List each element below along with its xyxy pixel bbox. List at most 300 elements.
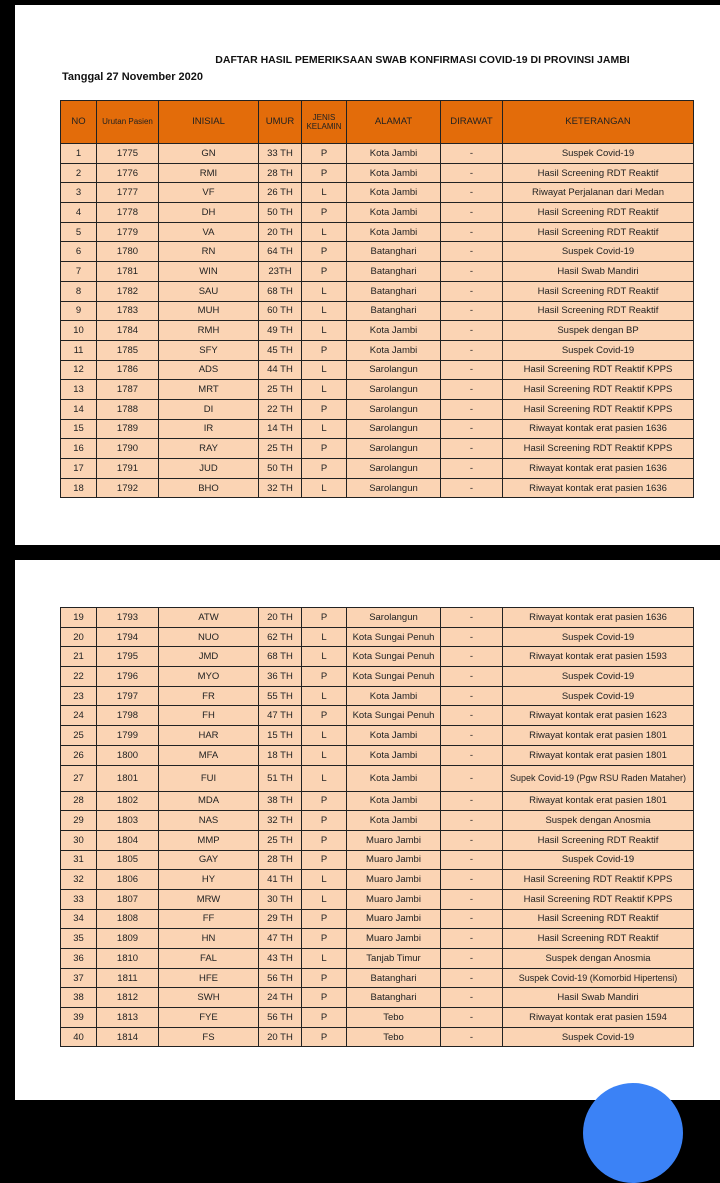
cell-urutan-pasien: 1779 [97,222,159,242]
cell-inisial: MUH [159,301,259,321]
cell-umur: 22 TH [259,399,302,419]
cell-umur: 47 TH [259,929,302,949]
cell-urutan-pasien: 1783 [97,301,159,321]
cell-urutan-pasien: 1780 [97,242,159,262]
cell-alamat: Sarolangun [347,459,441,479]
cell-no: 18 [61,478,97,498]
cell-urutan-pasien: 1803 [97,811,159,831]
cell-dirawat: - [441,478,503,498]
cell-jenis-kelamin: P [302,706,347,726]
cell-umur: 30 TH [259,889,302,909]
cell-alamat: Kota Jambi [347,726,441,746]
cell-umur: 56 TH [259,1008,302,1028]
cell-alamat: Muaro Jambi [347,889,441,909]
cell-inisial: IR [159,419,259,439]
cell-dirawat: - [441,667,503,687]
cell-jenis-kelamin: L [302,686,347,706]
table-row [61,399,694,419]
cell-jenis-kelamin: P [302,459,347,479]
cell-keterangan: Hasil Screening RDT Reaktif [503,830,694,850]
cell-alamat: Kota Jambi [347,791,441,811]
cell-umur: 20 TH [259,222,302,242]
cell-alamat: Kota Sungai Penuh [347,706,441,726]
cell-umur: 45 TH [259,340,302,360]
cell-dirawat: - [441,144,503,164]
cell-inisial: BHO [159,478,259,498]
table-row [61,301,694,321]
table-row [61,791,694,811]
cell-alamat: Sarolangun [347,478,441,498]
cell-keterangan: Hasil Screening RDT Reaktif [503,222,694,242]
table-row [61,321,694,341]
cell-inisial: FH [159,706,259,726]
cell-umur: 44 TH [259,360,302,380]
table-row [61,222,694,242]
cell-jenis-kelamin: P [302,850,347,870]
cell-umur: 55 TH [259,686,302,706]
cell-umur: 29 TH [259,909,302,929]
table-row [61,765,694,791]
cell-umur: 64 TH [259,242,302,262]
cell-jenis-kelamin: P [302,667,347,687]
cell-no: 5 [61,222,97,242]
cell-dirawat: - [441,627,503,647]
table-row [61,419,694,439]
cell-no: 17 [61,459,97,479]
cell-inisial: VF [159,183,259,203]
cell-alamat: Muaro Jambi [347,870,441,890]
cell-dirawat: - [441,765,503,791]
cell-inisial: MYO [159,667,259,687]
cell-keterangan: Riwayat kontak erat pasien 1636 [503,478,694,498]
cell-keterangan: Hasil Screening RDT Reaktif KPPS [503,889,694,909]
cell-urutan-pasien: 1788 [97,399,159,419]
cell-keterangan: Suspek Covid-19 [503,667,694,687]
cell-dirawat: - [441,459,503,479]
cell-alamat: Sarolangun [347,360,441,380]
cell-no: 33 [61,889,97,909]
cell-urutan-pasien: 1787 [97,380,159,400]
cell-dirawat: - [441,399,503,419]
table-row [61,667,694,687]
cell-inisial: NAS [159,811,259,831]
cell-dirawat: - [441,203,503,223]
cell-inisial: RMH [159,321,259,341]
cell-urutan-pasien: 1809 [97,929,159,949]
cell-keterangan: Suspek Covid-19 [503,686,694,706]
header-alamat: ALAMAT [347,101,441,144]
cell-urutan-pasien: 1806 [97,870,159,890]
cell-jenis-kelamin: P [302,203,347,223]
cell-dirawat: - [441,281,503,301]
cell-inisial: DH [159,203,259,223]
cell-inisial: GN [159,144,259,164]
cell-keterangan: Hasil Screening RDT Reaktif KPPS [503,399,694,419]
table-row [61,686,694,706]
header-no: NO [61,101,97,144]
cell-no: 2 [61,163,97,183]
cell-alamat: Batanghari [347,262,441,282]
cell-no: 32 [61,870,97,890]
cell-dirawat: - [441,791,503,811]
cell-jenis-kelamin: L [302,949,347,969]
table-row [61,163,694,183]
header-inisial: INISIAL [159,101,259,144]
cell-urutan-pasien: 1785 [97,340,159,360]
cell-no: 6 [61,242,97,262]
cell-umur: 26 TH [259,183,302,203]
table-row [61,262,694,282]
cell-no: 29 [61,811,97,831]
cell-jenis-kelamin: L [302,745,347,765]
cell-jenis-kelamin: P [302,242,347,262]
document-page-1 [15,5,720,545]
cell-jenis-kelamin: L [302,765,347,791]
header-urutan-pasien: Urutan Pasien [97,101,159,144]
table-row [61,608,694,628]
cell-alamat: Kota Jambi [347,163,441,183]
cell-no: 16 [61,439,97,459]
cell-dirawat: - [441,1027,503,1047]
table-row [61,439,694,459]
cell-no: 15 [61,419,97,439]
cell-inisial: FAL [159,949,259,969]
cell-dirawat: - [441,1008,503,1028]
cell-no: 34 [61,909,97,929]
cell-keterangan: Suspek Covid-19 (Komorbid Hipertensi) [503,968,694,988]
cell-no: 31 [61,850,97,870]
cell-inisial: ADS [159,360,259,380]
cell-dirawat: - [441,222,503,242]
cell-urutan-pasien: 1784 [97,321,159,341]
cell-dirawat: - [441,909,503,929]
cell-keterangan: Suspek dengan BP [503,321,694,341]
cell-jenis-kelamin: L [302,478,347,498]
table-row [61,929,694,949]
cell-alamat: Kota Jambi [347,686,441,706]
cell-umur: 68 TH [259,281,302,301]
cell-inisial: ATW [159,608,259,628]
table-row [61,340,694,360]
cell-alamat: Batanghari [347,301,441,321]
cell-jenis-kelamin: P [302,340,347,360]
cell-umur: 14 TH [259,419,302,439]
cell-no: 10 [61,321,97,341]
cell-umur: 18 TH [259,745,302,765]
cell-umur: 33 TH [259,144,302,164]
cell-keterangan: Hasil Screening RDT Reaktif KPPS [503,380,694,400]
cell-keterangan: Suspek dengan Anosmia [503,811,694,831]
cell-inisial: HN [159,929,259,949]
cell-keterangan: Riwayat kontak erat pasien 1594 [503,1008,694,1028]
cell-dirawat: - [441,262,503,282]
cell-no: 39 [61,1008,97,1028]
cell-alamat: Kota Jambi [347,222,441,242]
cell-inisial: WIN [159,262,259,282]
cell-urutan-pasien: 1799 [97,726,159,746]
cell-jenis-kelamin: L [302,726,347,746]
cell-alamat: Batanghari [347,281,441,301]
cell-alamat: Kota Jambi [347,183,441,203]
cell-umur: 62 TH [259,627,302,647]
cell-urutan-pasien: 1808 [97,909,159,929]
cell-jenis-kelamin: L [302,281,347,301]
cell-alamat: Kota Sungai Penuh [347,627,441,647]
cell-no: 8 [61,281,97,301]
cell-dirawat: - [441,340,503,360]
cell-umur: 38 TH [259,791,302,811]
cell-dirawat: - [441,968,503,988]
cell-no: 26 [61,745,97,765]
cell-inisial: SAU [159,281,259,301]
cell-dirawat: - [441,608,503,628]
cell-alamat: Kota Jambi [347,321,441,341]
cell-dirawat: - [441,419,503,439]
cell-umur: 23TH [259,262,302,282]
cell-no: 35 [61,929,97,949]
results-table-page-2 [60,607,694,1047]
cell-urutan-pasien: 1798 [97,706,159,726]
cell-keterangan: Riwayat kontak erat pasien 1801 [503,791,694,811]
cell-no: 3 [61,183,97,203]
cell-urutan-pasien: 1801 [97,765,159,791]
cell-urutan-pasien: 1814 [97,1027,159,1047]
cell-no: 1 [61,144,97,164]
document-page-2 [15,560,720,1100]
cell-keterangan: Suspek Covid-19 [503,627,694,647]
cell-inisial: DI [159,399,259,419]
cell-jenis-kelamin: L [302,889,347,909]
cell-no: 4 [61,203,97,223]
cell-keterangan: Suspek dengan Anosmia [503,949,694,969]
cell-dirawat: - [441,889,503,909]
cell-keterangan: Hasil Screening RDT Reaktif [503,301,694,321]
cell-umur: 24 TH [259,988,302,1008]
cell-urutan-pasien: 1807 [97,889,159,909]
cell-inisial: RAY [159,439,259,459]
cell-jenis-kelamin: L [302,360,347,380]
cell-keterangan: Suspek Covid-19 [503,850,694,870]
document-date: Tanggal 27 November 2020 [62,71,204,83]
cell-urutan-pasien: 1797 [97,686,159,706]
cell-inisial: JMD [159,647,259,667]
cell-keterangan: Suspek Covid-19 [503,144,694,164]
table-row [61,968,694,988]
cell-inisial: FF [159,909,259,929]
cell-no: 37 [61,968,97,988]
cell-dirawat: - [441,439,503,459]
cell-inisial: VA [159,222,259,242]
cell-urutan-pasien: 1794 [97,627,159,647]
cell-jenis-kelamin: L [302,647,347,667]
cell-alamat: Batanghari [347,968,441,988]
cell-alamat: Sarolangun [347,399,441,419]
cell-dirawat: - [441,301,503,321]
cell-inisial: MFA [159,745,259,765]
cell-umur: 60 TH [259,301,302,321]
cell-jenis-kelamin: L [302,183,347,203]
cell-keterangan: Hasil Screening RDT Reaktif [503,909,694,929]
cell-keterangan: Hasil Screening RDT Reaktif KPPS [503,360,694,380]
cell-urutan-pasien: 1782 [97,281,159,301]
cell-alamat: Batanghari [347,242,441,262]
cell-jenis-kelamin: P [302,262,347,282]
cell-inisial: FS [159,1027,259,1047]
cell-umur: 25 TH [259,380,302,400]
table-row [61,726,694,746]
cell-umur: 50 TH [259,203,302,223]
cell-jenis-kelamin: L [302,419,347,439]
cell-no: 23 [61,686,97,706]
cell-urutan-pasien: 1812 [97,988,159,1008]
table-row [61,360,694,380]
cell-no: 24 [61,706,97,726]
cell-urutan-pasien: 1793 [97,608,159,628]
table-row [61,380,694,400]
cell-alamat: Kota Jambi [347,765,441,791]
cell-dirawat: - [441,242,503,262]
cell-alamat: Sarolangun [347,439,441,459]
cell-keterangan: Hasil Swab Mandiri [503,262,694,282]
table-row [61,949,694,969]
cell-umur: 25 TH [259,439,302,459]
table-row [61,850,694,870]
cell-keterangan: Riwayat kontak erat pasien 1593 [503,647,694,667]
cell-jenis-kelamin: P [302,1008,347,1028]
cell-inisial: MDA [159,791,259,811]
cell-no: 19 [61,608,97,628]
cell-inisial: MRW [159,889,259,909]
cell-inisial: FUI [159,765,259,791]
cell-no: 40 [61,1027,97,1047]
cell-umur: 15 TH [259,726,302,746]
cell-umur: 68 TH [259,647,302,667]
cell-no: 36 [61,949,97,969]
cell-dirawat: - [441,929,503,949]
cell-umur: 28 TH [259,163,302,183]
cell-alamat: Muaro Jambi [347,909,441,929]
cell-alamat: Muaro Jambi [347,850,441,870]
table-header-row [61,101,694,144]
cell-dirawat: - [441,706,503,726]
cell-jenis-kelamin: L [302,222,347,242]
cell-umur: 43 TH [259,949,302,969]
cell-keterangan: Riwayat kontak erat pasien 1623 [503,706,694,726]
cell-jenis-kelamin: P [302,399,347,419]
cell-inisial: JUD [159,459,259,479]
header-keterangan: KETERANGAN [503,101,694,144]
cell-keterangan: Riwayat kontak erat pasien 1636 [503,419,694,439]
cell-umur: 50 TH [259,459,302,479]
header-dirawat: DIRAWAT [441,101,503,144]
header-jenis-kelamin: JENIS KELAMIN [302,101,347,144]
table-row [61,627,694,647]
cell-alamat: Kota Sungai Penuh [347,647,441,667]
cell-keterangan: Hasil Screening RDT Reaktif [503,203,694,223]
cell-urutan-pasien: 1789 [97,419,159,439]
cell-inisial: RMI [159,163,259,183]
cell-jenis-kelamin: P [302,608,347,628]
cell-inisial: HY [159,870,259,890]
cell-no: 20 [61,627,97,647]
cell-urutan-pasien: 1792 [97,478,159,498]
cell-keterangan: Hasil Screening RDT Reaktif [503,281,694,301]
cell-jenis-kelamin: P [302,1027,347,1047]
cell-urutan-pasien: 1786 [97,360,159,380]
cell-dirawat: - [441,850,503,870]
cell-jenis-kelamin: P [302,791,347,811]
cell-urutan-pasien: 1811 [97,968,159,988]
cell-dirawat: - [441,988,503,1008]
cell-umur: 20 TH [259,608,302,628]
cell-no: 14 [61,399,97,419]
cell-urutan-pasien: 1800 [97,745,159,765]
table-row [61,811,694,831]
cell-jenis-kelamin: L [302,321,347,341]
cell-jenis-kelamin: L [302,301,347,321]
cell-keterangan: Hasil Screening RDT Reaktif [503,163,694,183]
cell-keterangan: Hasil Swab Mandiri [503,988,694,1008]
floating-action-button[interactable] [583,1083,683,1183]
cell-keterangan: Supek Covid-19 (Pgw RSU Raden Mataher) [503,765,694,791]
cell-alamat: Sarolangun [347,419,441,439]
cell-jenis-kelamin: P [302,144,347,164]
cell-no: 38 [61,988,97,1008]
cell-urutan-pasien: 1804 [97,830,159,850]
cell-inisial: MMP [159,830,259,850]
table-row [61,647,694,667]
cell-alamat: Kota Jambi [347,144,441,164]
cell-urutan-pasien: 1813 [97,1008,159,1028]
cell-dirawat: - [441,745,503,765]
cell-umur: 56 TH [259,968,302,988]
cell-jenis-kelamin: P [302,988,347,1008]
cell-urutan-pasien: 1781 [97,262,159,282]
cell-no: 7 [61,262,97,282]
table-row [61,1027,694,1047]
cell-no: 12 [61,360,97,380]
cell-dirawat: - [441,647,503,667]
cell-inisial: GAY [159,850,259,870]
cell-jenis-kelamin: L [302,627,347,647]
cell-jenis-kelamin: P [302,439,347,459]
cell-no: 21 [61,647,97,667]
cell-umur: 41 TH [259,870,302,890]
cell-umur: 20 TH [259,1027,302,1047]
cell-urutan-pasien: 1776 [97,163,159,183]
table-row [61,830,694,850]
cell-jenis-kelamin: P [302,811,347,831]
cell-inisial: FYE [159,1008,259,1028]
cell-urutan-pasien: 1775 [97,144,159,164]
cell-alamat: Kota Jambi [347,745,441,765]
cell-alamat: Muaro Jambi [347,929,441,949]
cell-dirawat: - [441,949,503,969]
table-row [61,988,694,1008]
table-row [61,909,694,929]
cell-jenis-kelamin: L [302,870,347,890]
cell-no: 9 [61,301,97,321]
table-row [61,242,694,262]
cell-jenis-kelamin: P [302,830,347,850]
cell-urutan-pasien: 1802 [97,791,159,811]
cell-inisial: RN [159,242,259,262]
cell-keterangan: Riwayat kontak erat pasien 1801 [503,726,694,746]
table-row [61,706,694,726]
cell-umur: 47 TH [259,706,302,726]
cell-keterangan: Riwayat kontak erat pasien 1801 [503,745,694,765]
cell-no: 30 [61,830,97,850]
